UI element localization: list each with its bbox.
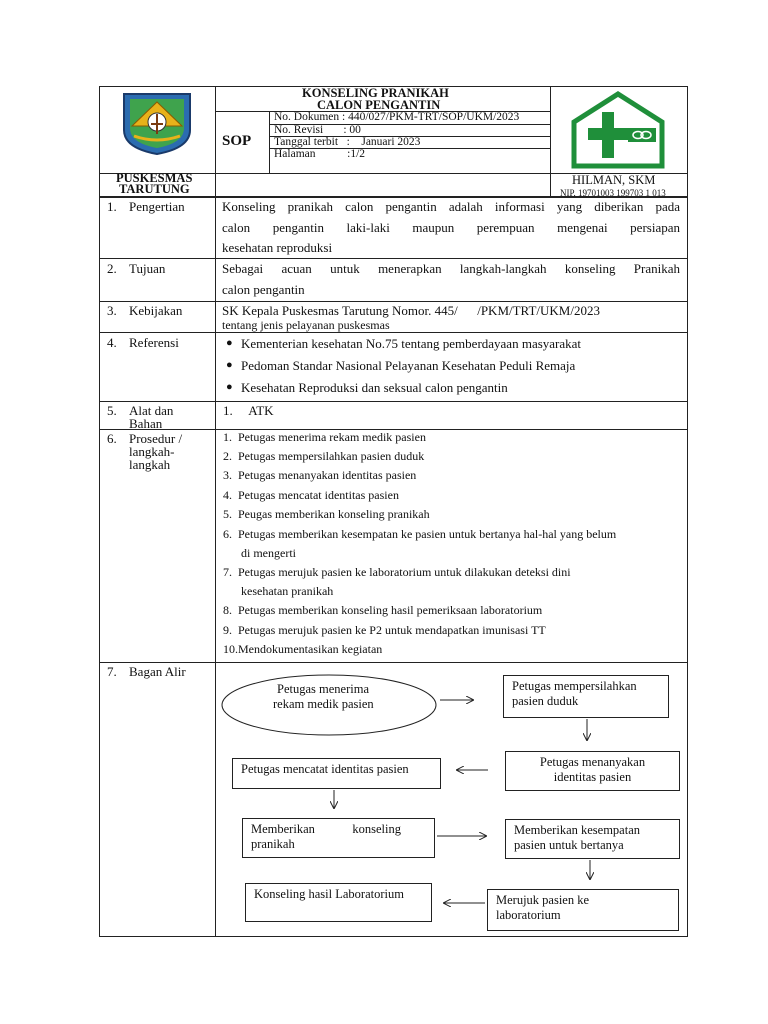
- pengertian-text-line1: Konseling pranikah calon pengantin adalah informasi yang diberikan pada: [222, 199, 680, 214]
- kebijakan-text-line1: SK Kepala Puskesmas Tarutung Nomor. 445/ /PKM/TRT/UKM/2023: [222, 303, 600, 318]
- section-label-kebijakan: Kebijakan: [129, 303, 183, 318]
- doc-number: No. Dokumen : 440/027/PKM-TRT/SOP/UKM/2023: [274, 111, 520, 123]
- section-label-referensi: Referensi: [129, 335, 179, 350]
- flow-node-5-line2: pranikah: [251, 837, 295, 851]
- section-label-prosedur-line1: Prosedur /: [129, 431, 183, 446]
- org-name-line2: TARUTUNG: [119, 182, 190, 196]
- signer-nip: NIP. 19701003 199703 1 013: [560, 188, 666, 198]
- org-name-line1: PUSKESMAS: [116, 171, 193, 185]
- procedure-step: 6. Petugas memberikan kesempatan ke pasien untuk bertanya hal-hal yang belum: [223, 527, 617, 541]
- section-num-5: 5.: [107, 403, 117, 418]
- issue-date: Tanggal terbit : Januari 2023: [274, 136, 421, 148]
- flow-node-7-line1: Merujuk pasien ke: [496, 893, 590, 907]
- procedure-step: 10.Mendokumentasikan kegiatan: [223, 642, 383, 656]
- procedure-step: di mengerti: [223, 546, 296, 560]
- section-label-prosedur-line2: langkah-: [129, 444, 175, 459]
- section-num-6: 6.: [107, 431, 117, 446]
- procedure-step: kesehatan pranikah: [223, 584, 334, 598]
- page-number: Halaman :1/2: [274, 148, 366, 160]
- kebijakan-text-line2: tentang jenis pelayanan puskesmas: [222, 318, 390, 332]
- tujuan-text-line2: calon pengantin: [222, 282, 305, 297]
- section-label-pengertian: Pengertian: [129, 199, 185, 214]
- flow-node-2-line1: Petugas mempersilahkan: [512, 679, 637, 693]
- sop-label: SOP: [222, 133, 252, 149]
- referensi-item: Kesehatan Reproduksi dan seksual calon pengantin: [241, 380, 508, 395]
- flow-node-5-line1: Memberikan konseling: [251, 822, 401, 836]
- referensi-item: Kementerian kesehatan No.75 tentang pemberdayaan masyarakat: [241, 336, 582, 351]
- section-label-alat-line2: Bahan: [129, 416, 163, 431]
- referensi-item: Pedoman Standar Nasional Pelayanan Kesehatan Peduli Remaja: [241, 358, 576, 373]
- flow-node-7-line2: laboratorium: [496, 908, 561, 922]
- section-label-alat-line1: Alat dan: [129, 403, 174, 418]
- flow-node-3-line1: Petugas menanyakan: [539, 755, 646, 769]
- flow-node-4-text: Petugas mencatat identitas pasien: [241, 762, 409, 776]
- section-num-4: 4.: [107, 335, 117, 350]
- procedure-step: 3. Petugas menanyakan identitas pasien: [223, 468, 417, 482]
- flow-node-1-line2: rekam medik pasien: [273, 697, 374, 711]
- section-num-3: 3.: [107, 303, 117, 318]
- flow-node-2-line2: pasien duduk: [512, 694, 579, 708]
- procedure-step: 7. Petugas merujuk pasien ke laboratorium untuk dilakukan deteksi dini: [223, 565, 571, 579]
- section-label-tujuan: Tujuan: [129, 261, 166, 276]
- procedure-step: 2. Petugas mempersilahkan pasien duduk: [223, 449, 425, 463]
- flow-node-1-line1: Petugas menerima: [277, 682, 369, 696]
- procedure-step: 8. Petugas memberikan konseling hasil pemeriksaan laboratorium: [223, 603, 543, 617]
- section-label-bagan: Bagan Alir: [129, 664, 186, 679]
- bullet-dot: ●: [226, 337, 233, 349]
- alat-item: 1. ATK: [223, 403, 274, 418]
- section-label-prosedur-line3: langkah: [129, 457, 171, 472]
- procedure-step: 9. Petugas merujuk pasien ke P2 untuk mendapatkan imunisasi TT: [223, 623, 546, 637]
- procedure-step: 4. Petugas mencatat identitas pasien: [223, 488, 399, 502]
- section-num-2: 2.: [107, 261, 117, 276]
- flow-node-6-line2: pasien untuk bertanya: [514, 838, 624, 852]
- revision-number: No. Revisi : 00: [274, 124, 361, 136]
- procedure-step: 1. Petugas menerima rekam medik pasien: [223, 430, 426, 444]
- pengertian-text-line3: kesehatan reproduksi: [222, 240, 333, 255]
- pengertian-text-line2: calon pengantin laki-laki maupun perempuan mengenai persiapan: [222, 220, 680, 235]
- section-num-1: 1.: [107, 199, 117, 214]
- doc-title-line1: KONSELING PRANIKAH: [302, 86, 449, 100]
- flow-node-3-line2: identitas pasien: [553, 770, 632, 784]
- tujuan-text-line1: Sebagai acuan untuk menerapkan langkah-langkah konseling Pranikah: [222, 261, 680, 276]
- flow-node-6-line1: Memberikan kesempatan: [514, 823, 640, 837]
- signer-name: HILMAN, SKM: [572, 173, 656, 187]
- bullet-dot: ●: [226, 381, 233, 393]
- flow-node-8-text: Konseling hasil Laboratorium: [254, 887, 404, 901]
- procedure-step: 5. Peugas memberikan konseling pranikah: [223, 507, 430, 521]
- doc-title-line2: CALON PENGANTIN: [317, 98, 441, 112]
- section-num-7: 7.: [107, 664, 117, 679]
- bullet-dot: ●: [226, 359, 233, 371]
